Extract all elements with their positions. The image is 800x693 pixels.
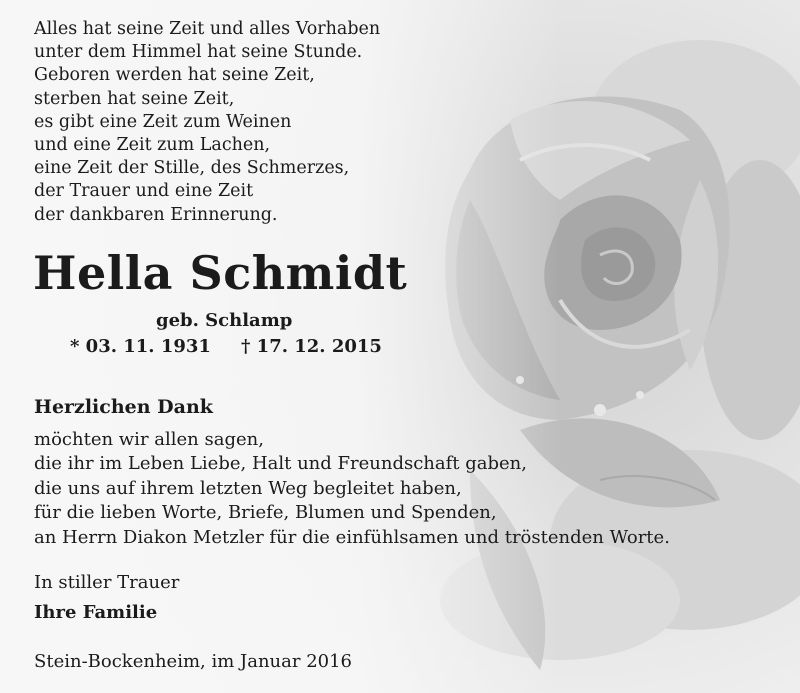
thanks-line: an Herrn Diakon Metzler für die einfühlsamen und tröstenden Worte. (34, 526, 670, 548)
mourning-phrase: In stiller Trauer (34, 572, 180, 593)
death-date: † 17. 12. 2015 (241, 336, 382, 357)
thanks-line: möchten wir allen sagen, (34, 429, 264, 450)
poem-line: und eine Zeit zum Lachen, (34, 135, 271, 156)
poem-line: Alles hat seine Zeit und alles Vorhaben (34, 19, 381, 39)
thanks-line: die ihr im Leben Liebe, Halt und Freundschaft gaben, (34, 453, 527, 475)
thanks-text (34, 428, 670, 550)
poem (34, 18, 380, 227)
thanks-line: die uns auf ihrem letzten Weg begleitet haben, (34, 477, 462, 499)
poem-line: sterben hat seine Zeit, (34, 88, 235, 109)
thanks-heading: Herzlichen Dank (34, 396, 213, 418)
poem-line: der Trauer und eine Zeit (34, 181, 254, 202)
poem-line: unter dem Himmel hat seine Stunde. (34, 42, 363, 63)
thanks-line: für die lieben Worte, Briefe, Blumen und Spenden, (34, 502, 497, 524)
birth-date: * 03. 11. 1931 (70, 336, 211, 357)
maiden-name: geb. Schlamp (156, 310, 293, 331)
place-and-date: Stein-Bockenheim, im Januar 2016 (34, 651, 353, 672)
poem-line: eine Zeit der Stille, des Schmerzes, (34, 158, 350, 179)
poem-line: Geboren werden hat seine Zeit, (34, 65, 315, 86)
poem-line: der dankbaren Erinnerung. (34, 204, 278, 225)
deceased-name: Hella Schmidt (33, 246, 408, 300)
poem-line: es gibt eine Zeit zum Weinen (34, 111, 292, 132)
family-signature: Ihre Familie (34, 602, 158, 623)
